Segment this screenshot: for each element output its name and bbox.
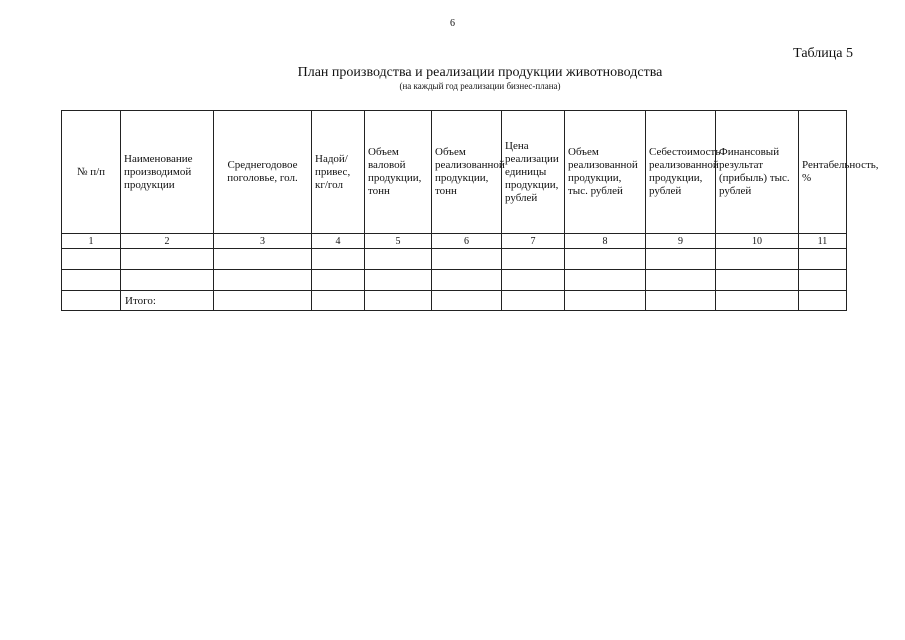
table-cell	[716, 270, 799, 291]
table-cell	[214, 270, 312, 291]
column-number-row	[62, 234, 847, 249]
document-title: План производства и реализации продукции животноводства	[297, 65, 663, 80]
table-cell	[502, 291, 565, 311]
table-cell	[565, 291, 646, 311]
table-cell	[312, 249, 365, 270]
document-subtitle: (на каждый год реализации бизнес-плана)	[399, 81, 561, 91]
table-cell	[646, 291, 716, 311]
table-cell	[121, 270, 214, 291]
table-cell	[62, 291, 121, 311]
column-number: 1	[62, 234, 121, 249]
column-number: 2	[121, 234, 214, 249]
header-row	[62, 111, 847, 234]
table-row	[62, 249, 847, 270]
table-cell	[716, 249, 799, 270]
table-cell	[565, 249, 646, 270]
header-cell: Цена реализации единицы продукции, рублей	[502, 111, 565, 234]
header-cell: Среднегодовое поголовье, гол.	[214, 111, 312, 234]
table-row	[62, 270, 847, 291]
table-cell	[646, 270, 716, 291]
column-number: 3	[214, 234, 312, 249]
table-label: Таблица 5	[793, 46, 853, 61]
table-cell	[432, 249, 502, 270]
column-number: 11	[799, 234, 847, 249]
header-cell: Себестоимость реализованной продукции, рублей	[646, 111, 716, 234]
table-cell	[62, 249, 121, 270]
table-cell	[432, 270, 502, 291]
table-cell	[214, 249, 312, 270]
table-cell	[214, 291, 312, 311]
table-cell	[121, 249, 214, 270]
header-cell: Объем валовой продукции, тонн	[365, 111, 432, 234]
table-cell	[502, 249, 565, 270]
table-cell	[62, 270, 121, 291]
header-cell: Наименование производимой продукции	[121, 111, 214, 234]
table-cell	[312, 291, 365, 311]
table-cell	[799, 249, 847, 270]
column-number: 6	[432, 234, 502, 249]
total-label: Итого:	[121, 291, 214, 311]
table-cell	[646, 249, 716, 270]
table-cell	[365, 291, 432, 311]
column-number: 7	[502, 234, 565, 249]
table-cell	[565, 270, 646, 291]
column-number: 8	[565, 234, 646, 249]
page-number: 6	[450, 18, 455, 29]
table-cell	[432, 291, 502, 311]
production-plan-table	[61, 110, 879, 311]
column-number: 4	[312, 234, 365, 249]
header-cell: Финансовый результат (прибыль) тыс. рублей	[716, 111, 799, 234]
total-row	[62, 291, 847, 311]
table-cell	[799, 270, 847, 291]
table-cell	[365, 270, 432, 291]
table-cell	[799, 291, 847, 311]
table-cell	[312, 270, 365, 291]
column-number: 10	[716, 234, 799, 249]
header-cell: Рентабельность, %	[799, 111, 847, 234]
header-cell: Объем реализованной продукции, тонн	[432, 111, 502, 234]
header-cell: Объем реализованной продукции, тыс. рублей	[565, 111, 646, 234]
column-number: 9	[646, 234, 716, 249]
header-cell: № п/п	[62, 111, 121, 234]
table-cell	[716, 291, 799, 311]
table-cell	[502, 270, 565, 291]
column-number: 5	[365, 234, 432, 249]
header-cell: Надой/ привес, кг/гол	[312, 111, 365, 234]
table-cell	[365, 249, 432, 270]
